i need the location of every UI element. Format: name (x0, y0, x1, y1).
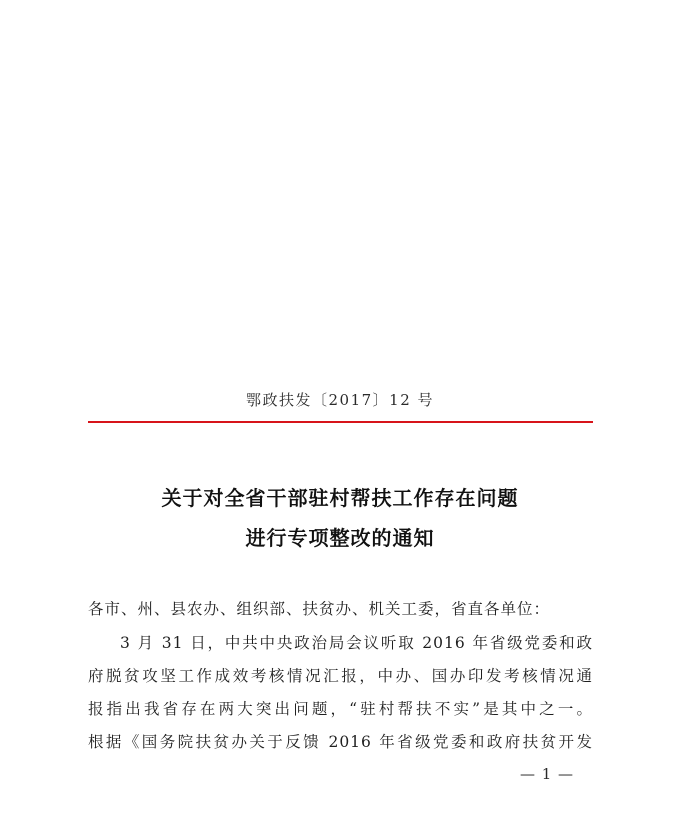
body-line: 报指出我省存在两大突出问题，“驻村帮扶不实”是其中之一。 (88, 700, 593, 718)
document-number: 鄂政扶发〔2017〕12 号 (245, 391, 435, 409)
page-number: — 1 — (519, 765, 575, 783)
body-line: 府脱贫攻坚工作成效考核情况汇报，中办、国办印发考核情况通 (88, 667, 593, 685)
document-title-line-1: 关于对全省干部驻村帮扶工作存在问题 (161, 486, 519, 510)
salutation: 各市、州、县农办、组织部、扶贫办、机关工委，省直各单位： (88, 600, 551, 618)
body-line: 3 月 31 日，中共中央政治局会议听取 2016 年省级党委和政 (120, 634, 593, 652)
body-line: 根据《国务院扶贫办关于反馈 2016 年省级党委和政府扶贫开发 (88, 733, 593, 751)
red-header-rule (88, 421, 593, 423)
document-title-line-2: 进行专项整改的通知 (245, 526, 435, 550)
